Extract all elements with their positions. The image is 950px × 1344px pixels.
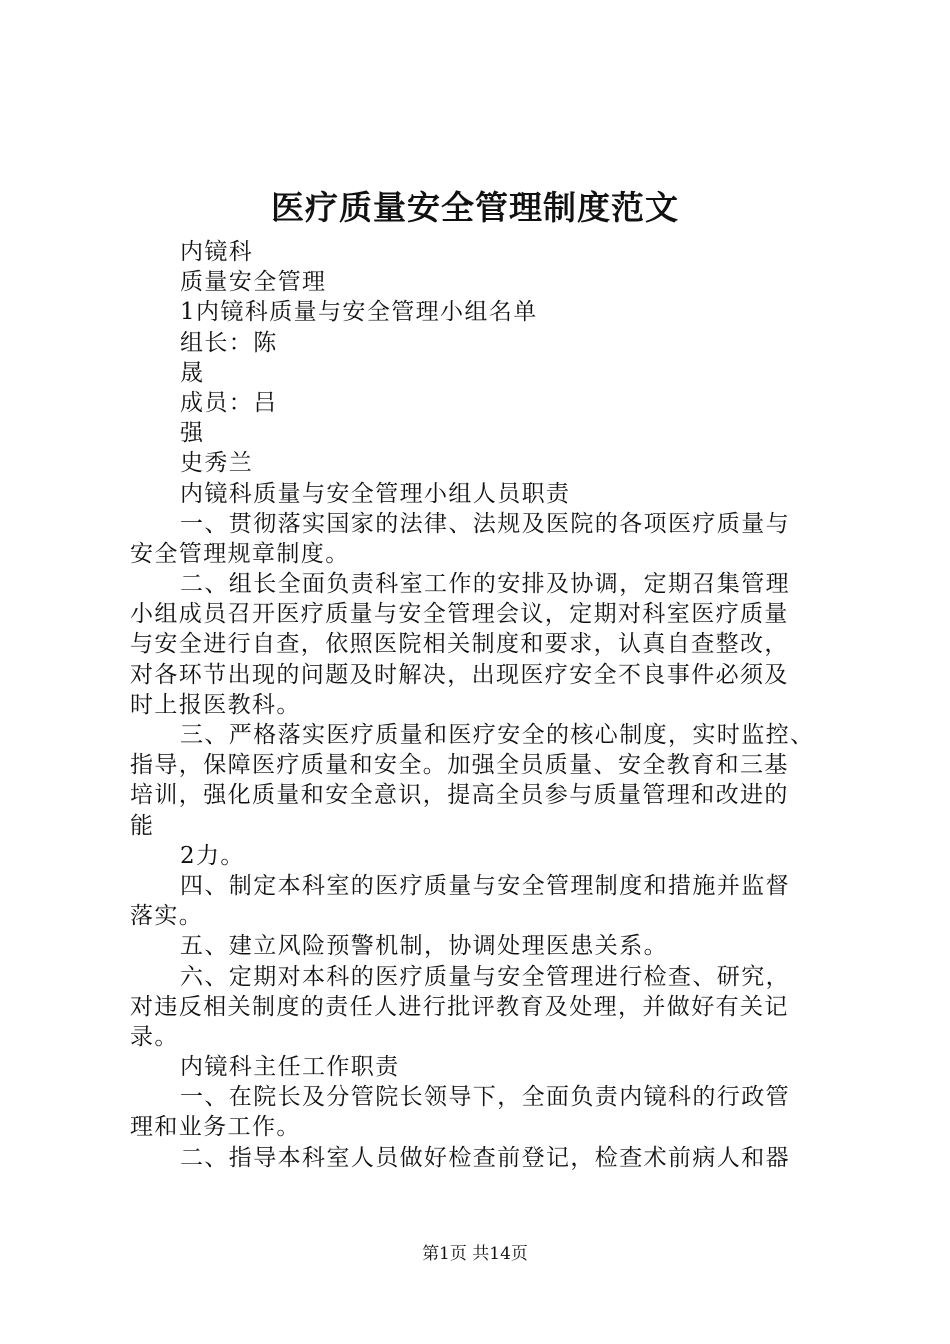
text-line: 落实。 <box>130 903 204 930</box>
text-line: 1内镜科质量与安全管理小组名单 <box>180 299 538 326</box>
text-line: 质量安全管理 <box>180 269 327 296</box>
text-line: 史秀兰 <box>180 450 254 477</box>
text-line: 内镜科质量与安全管理小组人员职责 <box>180 480 571 507</box>
text-line: 对违反相关制度的责任人进行批评教育及处理，并做好有关记 <box>130 993 789 1020</box>
text-line: 五、建立风险预警机制，协调处理医患关系。 <box>180 933 668 960</box>
text-line: 指导，保障医疗质量和安全。加强全员质量、安全教育和三基 <box>130 752 789 779</box>
page-title: 医疗质量安全管理制度范文 <box>271 188 679 227</box>
text-line: 二、组长全面负责科室工作的安排及协调，定期召集管理 <box>180 571 790 598</box>
text-line: 培训，强化质量和安全意识，提高全员参与质量管理和改进的 <box>130 782 789 809</box>
text-line: 强 <box>180 420 205 447</box>
text-line: 录。 <box>130 1023 179 1050</box>
text-line: 一、贯彻落实国家的法律、法规及医院的各项医疗质量与 <box>180 510 790 537</box>
text-line: 安全管理规章制度。 <box>130 540 350 567</box>
text-line: 成员：吕 <box>180 389 278 416</box>
text-line: 对各环节出现的问题及时解决，出现医疗安全不良事件必须及 <box>130 661 789 688</box>
text-line: 组长：陈 <box>180 329 278 356</box>
text-line: 理和业务工作。 <box>130 1114 301 1141</box>
text-line: 与安全进行自查，依照医院相关制度和要求，认真自查整改， <box>130 631 789 658</box>
text-line: 2力。 <box>180 842 245 869</box>
text-line: 小组成员召开医疗质量与安全管理会议，定期对科室医疗质量 <box>130 601 789 628</box>
text-line: 时上报医教科。 <box>130 691 301 718</box>
text-line: 晟 <box>180 359 205 386</box>
text-line: 一、在院长及分管院长领导下，全面负责内镜科的行政管 <box>180 1084 790 1111</box>
text-line: 能 <box>130 812 155 839</box>
text-line: 二、指导本科室人员做好检查前登记，检查术前病人和器 <box>180 1144 790 1171</box>
document-body <box>130 237 830 1173</box>
text-line: 四、制定本科室的医疗质量与安全管理制度和措施并监督 <box>180 872 790 899</box>
text-line: 六、定期对本科的医疗质量与安全管理进行检查、研究， <box>180 963 790 990</box>
text-line: 内镜科 <box>180 239 254 265</box>
text-line: 三、严格落实医疗质量和医疗安全的核心制度，实时监控、 <box>180 722 815 748</box>
text-line: 内镜科主任工作职责 <box>180 1054 400 1081</box>
page-footer: 第1页 共14页 <box>422 1244 528 1264</box>
